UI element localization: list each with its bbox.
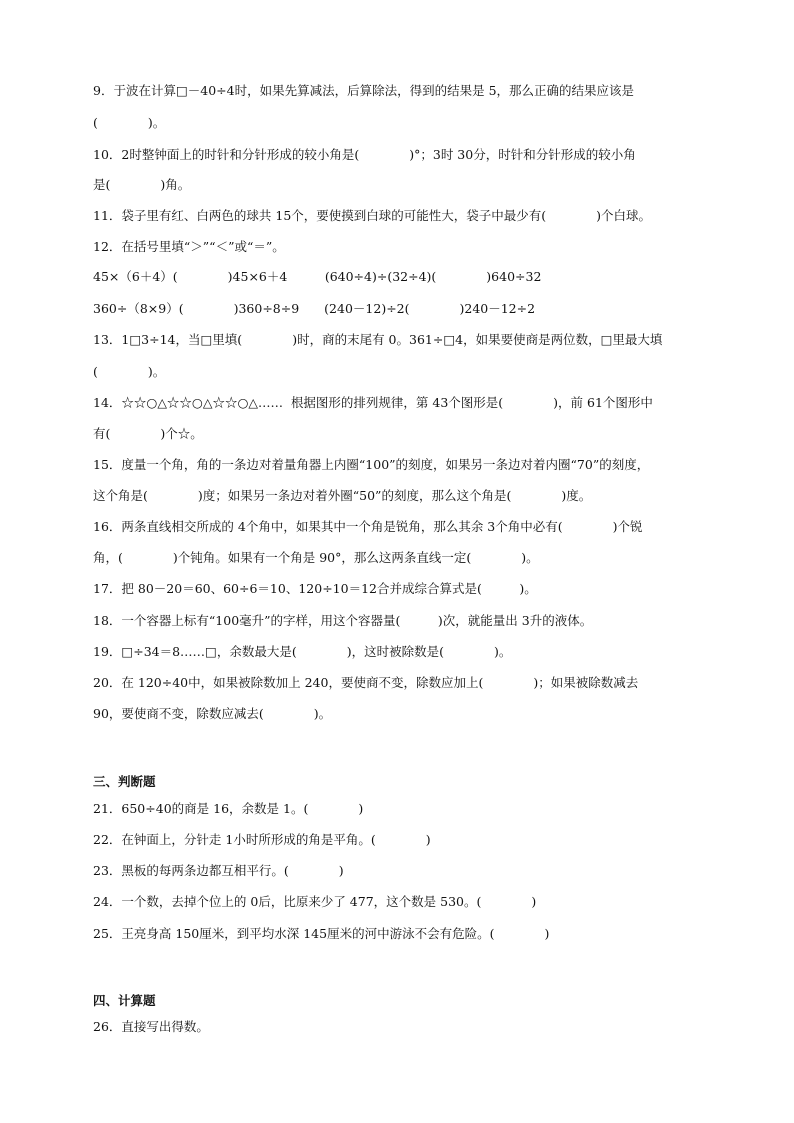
q21-line: 21．650÷40的商是 16，余数是 1。( ) (93, 801, 364, 816)
q14-line2: 有( )个☆。 (93, 426, 203, 441)
q13-line2: ( )。 (93, 364, 166, 379)
q16-line1: 16．两条直线相交所成的 4个角中，如果其中一个角是锐角，那么其余 3个角中必有( )个锐 (93, 519, 643, 534)
q15-line2: 这个角是( )度；如果另一条边对着外圈“50”的刻度，那么这个角是( )度。 (93, 488, 592, 503)
q12-row1: 45×（6＋4）( )45×6＋4 (640÷4)÷(32÷4)( )640÷32 (93, 269, 542, 284)
q20-line2: 90，要使商不变，除数应减去( )。 (93, 706, 332, 721)
q19-line: 19．□÷34＝8……□，余数最大是( )，这时被除数是( )。 (93, 644, 512, 659)
q12-row2: 360÷（8×9）( )360÷8÷9 (240－12)÷2( )240－12÷2 (93, 301, 536, 316)
section-title-calculation: 四、计算题 (93, 993, 156, 1008)
q23-line: 23．黑板的每两条边都互相平行。( ) (93, 863, 344, 878)
q15-line1: 15．度量一个角，角的一条边对着量角器上内圈“100”的刻度，如果另一条边对着内圈“70”的刻度， (93, 457, 650, 472)
q12-line: 12．在括号里填“＞”“＜”或“＝”。 (93, 239, 285, 254)
q10-line2: 是( )角。 (93, 177, 191, 192)
section-title-judgement: 三、判断题 (93, 774, 156, 789)
q13-line1: 13．1□3÷14，当□里填( )时，商的末尾有 0。361÷□4，如果要使商是两位数，□里最大填 (93, 332, 663, 347)
q10-line1: 10．2时整钟面上的时针和分针形成的较小角是( )°；3时 30分，时针和分针形成的较小角 (93, 147, 636, 162)
q9-line2: ( )。 (93, 115, 166, 130)
q14-line1: 14．☆☆○△☆☆○△☆☆○△…… 根据图形的排列规律，第 43个图形是( )，前 61个图形中 (93, 395, 653, 410)
q20-line1: 20．在 120÷40中，如果被除数加上 240，要使商不变，除数应加上( )；如果被除数减去 (93, 675, 639, 690)
q18-line: 18．一个容器上标有“100毫升”的字样，用这个容器量( )次，就能量出 3升的液体。 (93, 613, 593, 628)
q11-line: 11．袋子里有红、白两色的球共 15个，要使摸到白球的可能性大，袋子中最少有( )个白球。 (93, 208, 652, 223)
q16-line2: 角，( )个钝角。如果有一个角是 90°，那么这两条直线一定( )。 (93, 550, 539, 565)
q9-line1: 9．于波在计算□－40÷4时，如果先算减法，后算除法，得到的结果是 5，那么正确的结果应该是 (93, 83, 635, 98)
q24-line: 24．一个数，去掉个位上的 0后，比原来少了 477，这个数是 530。( ) (93, 894, 537, 909)
q22-line: 22．在钟面上，分针走 1小时所形成的角是平角。( ) (93, 832, 431, 847)
q17-line: 17．把 80－20＝60、60÷6＝10、120÷10＝12合并成综合算式是( )。 (93, 581, 537, 596)
q25-line: 25．王亮身高 150厘米，到平均水深 145厘米的河中游泳不会有危险。( ) (93, 926, 550, 941)
q26-line: 26．直接写出得数。 (93, 1019, 209, 1034)
